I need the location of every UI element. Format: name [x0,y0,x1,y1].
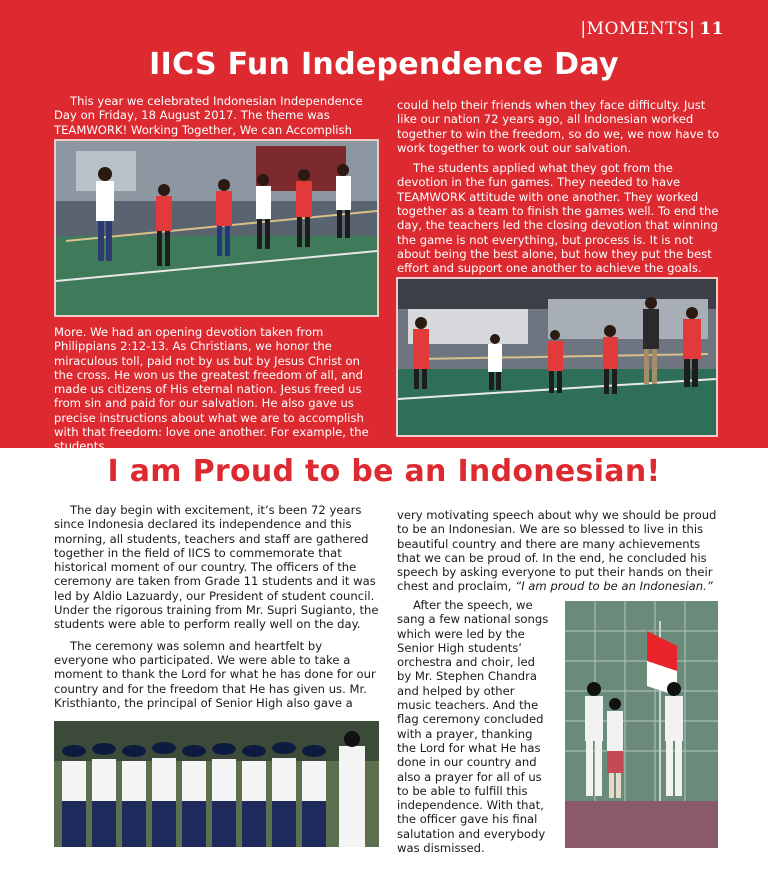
article2-paragraph: After the speech, we sang a few national songs which were led by the Senior High students’ orchestra and choir, led by Mr. Stephen Chandra and helped by other music teachers. And the flag ceremony concluded with a prayer, thanking the Lord for what He has done in our country and also a prayer for all of us to be able to fulfill this independence. With that, the officer gave his final salutation and everybody was dismissed. [397,598,549,856]
article2-title: I am Proud to be an Indonesian! [107,454,661,489]
photo-flag-raising [565,601,718,848]
article1-text-right [397,98,719,276]
article2-right-column-top [397,508,719,594]
speech-text: very motivating speech about why we should be proud to be an Indonesian. We are so blessed to live in this beautiful country and there are many achievements that we can be proud of. In the end, he concluded his speech by asking everyone to put their hands on their chest and proclaim, [397,508,717,594]
section-name: |MOMENTS| [580,19,696,39]
proud-quote: “I am proud to be an Indonesian.” [515,579,713,594]
page-header [580,19,724,39]
photo-students-saluting [54,721,379,847]
article1-paragraph: The students applied what they got from the devotion in the fun games. They needed to have TEAMWORK attitude with one another. They worked together as a team to finish the games well. To end the day, the teachers led the closing devotion that winning the game is not everything, but process is. It is not about being the best alone, but how they put the best effort and support one another to achieve the goals. [397,161,719,276]
article1-text-intro [54,94,368,137]
article1-paragraph: could help their friends when they face difficulty. Just like our nation 72 years ago, all Indonesian worked together to win the freedom, so do we, we now have to work together to work out our salvation. [397,98,719,155]
photo-tug-of-war-students [54,139,379,317]
article2-paragraph: The day begin with excitement, it’s been 72 years since Indonesia declared its independence and this morning, all students, teachers and staff are gathered together in the field of IICS to commemorate that historical moment of our country. The officers of the ceremony are taken from Grade 11 students and it was led by Aldio Lazuardy, our President of student council. Under the rigorous training from Mr. Supri Sugianto, the students were able to perform really well on the day. [54,503,379,632]
article2-right-column-narrow [397,598,552,855]
article1-paragraph: More. We had an opening devotion taken from Philippians 2:12-13. As Christians, we honor the miraculous toll, paid not by us but by Jesus Christ on the cross. He won us the greatest freedom of all, and made us citizens of His eternal nation. Jesus freed us from sin and paid for our salvation. He also gave us precise instructions about what we are to accomplish with that freedom: love one another. For example, the students [54,325,369,454]
article1-text-devotion [54,325,382,454]
photo-gym-tug-of-war [396,277,718,437]
page-number: 11 [699,19,724,39]
article2-left-column [54,503,379,710]
article2-paragraph [397,508,719,594]
article1-paragraph: This year we celebrated Indonesian Independence Day on Friday, 18 August 2017. The theme was TEAMWORK! Working Together, We can Accomplish [54,94,363,137]
article2-paragraph: The ceremony was solemn and heartfelt by everyone who participated. We were able to take a moment to thank the Lord for what he has done for our country and for the freedom that He has given us. Mr. Kristhianto, the principal of Senior High also gave a [54,638,376,710]
article1-title: IICS Fun Independence Day [149,47,619,82]
